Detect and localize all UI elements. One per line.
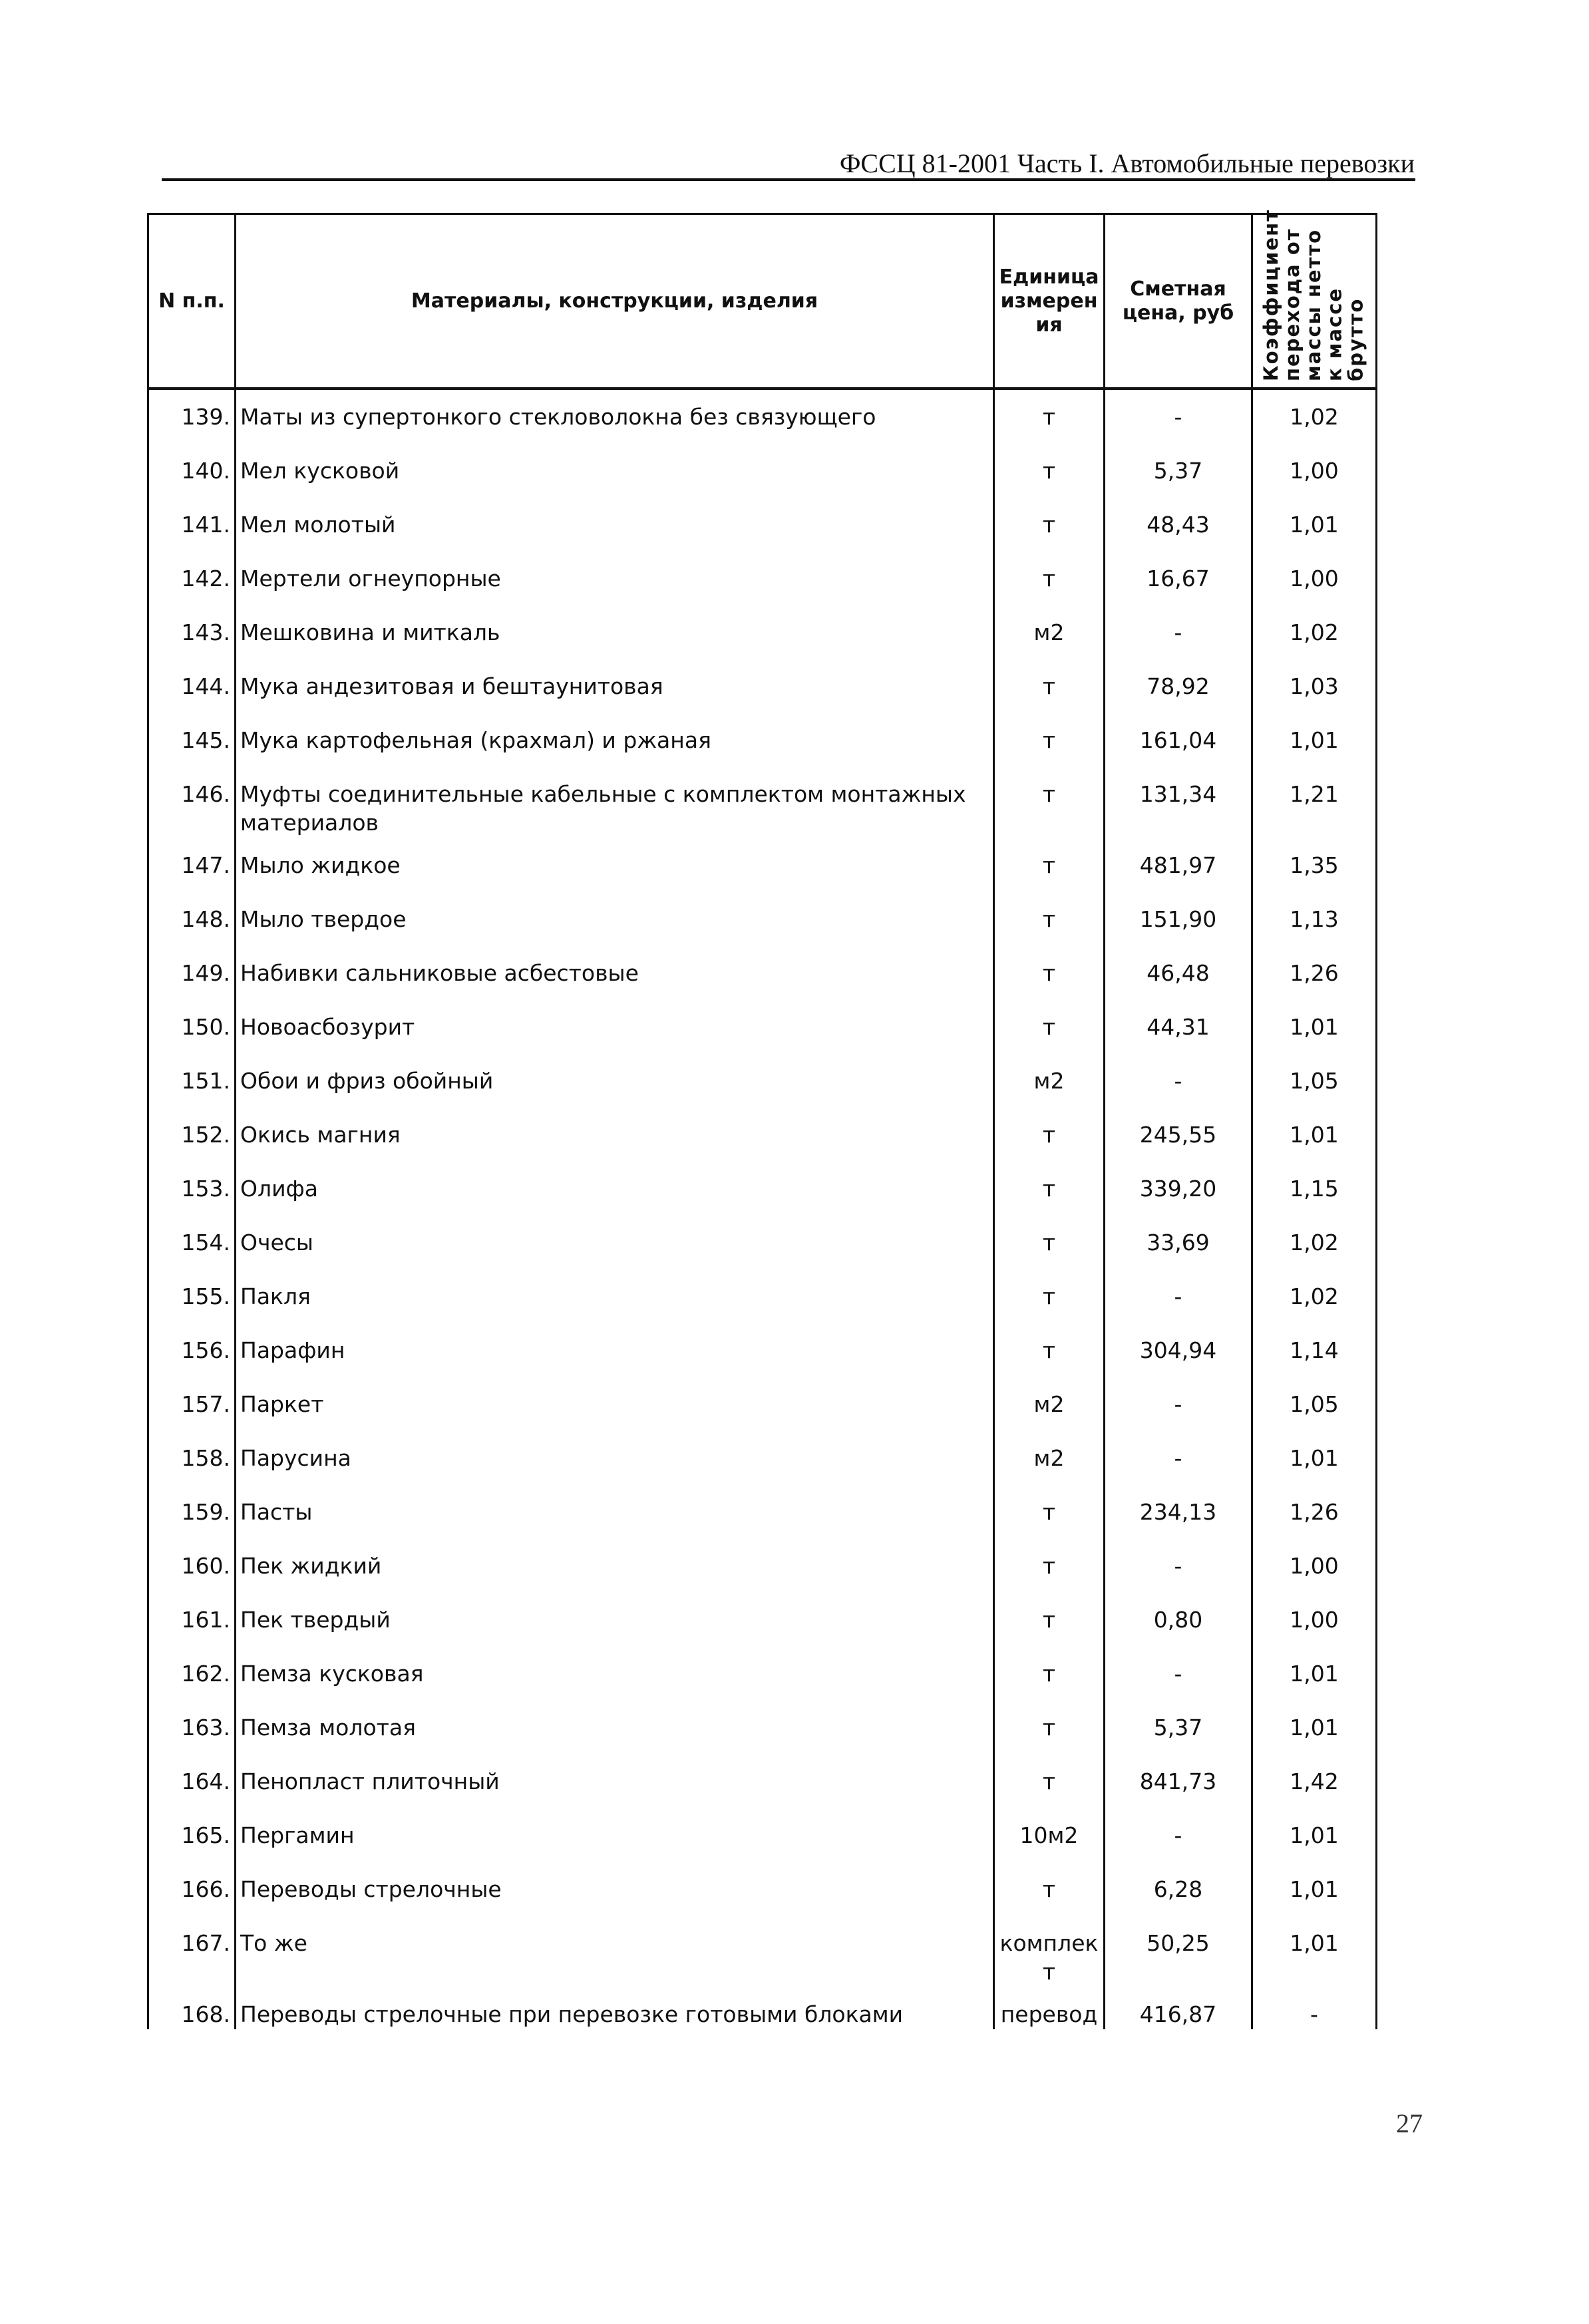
row-price: 0,80 [1105,1593,1252,1647]
row-unit: т [994,713,1105,767]
table-row [148,659,1377,713]
row-price: 16,67 [1105,552,1252,605]
header-name: Материалы, конструкции, изделия [236,214,994,389]
table-row [148,552,1377,605]
row-unit: м2 [994,1377,1105,1431]
row-price: - [1105,1808,1252,1862]
row-name: Пергамин [236,1808,994,1862]
row-name: Пенопласт плиточный [236,1754,994,1808]
row-name: Пемза кусковая [236,1647,994,1701]
table-row [148,1539,1377,1593]
table-row [148,1054,1377,1108]
row-name: Пакля [236,1269,994,1323]
row-coef: 1,26 [1252,946,1377,1000]
row-price: 5,37 [1105,1701,1252,1754]
row-number: 168. [148,1987,236,2030]
row-price: 339,20 [1105,1162,1252,1216]
row-price: - [1105,1431,1252,1485]
row-price: 5,37 [1105,444,1252,498]
row-coef: 1,00 [1252,444,1377,498]
table-row [148,1108,1377,1162]
header-coef-text: Коэффициент перехода от массы нетто к массе брутто [1260,208,1367,381]
row-coef: 1,00 [1252,1539,1377,1593]
row-number: 164. [148,1754,236,1808]
row-price: 151,90 [1105,892,1252,946]
table-row [148,838,1377,892]
row-coef: 1,14 [1252,1323,1377,1377]
table-row [148,1269,1377,1323]
row-coef: 1,02 [1252,605,1377,659]
row-unit: м2 [994,605,1105,659]
row-name: Мертели огнеупорные [236,552,994,605]
row-price: 234,13 [1105,1485,1252,1539]
row-number: 162. [148,1647,236,1701]
row-name: Пек жидкий [236,1539,994,1593]
row-price: 48,43 [1105,498,1252,552]
row-unit: т [994,1485,1105,1539]
row-price: 481,97 [1105,838,1252,892]
table-row [148,1593,1377,1647]
table-row [148,1916,1377,1987]
row-number: 159. [148,1485,236,1539]
row-price: 78,92 [1105,659,1252,713]
row-name: Парафин [236,1323,994,1377]
table-row [148,1485,1377,1539]
row-name: Набивки сальниковые асбестовые [236,946,994,1000]
row-coef: 1,05 [1252,1054,1377,1108]
row-number: 153. [148,1162,236,1216]
row-coef: 1,15 [1252,1162,1377,1216]
row-number: 140. [148,444,236,498]
header-rule [162,178,1415,181]
table-row [148,1377,1377,1431]
row-coef: 1,03 [1252,659,1377,713]
table-row [148,1431,1377,1485]
row-number: 163. [148,1701,236,1754]
row-coef: 1,00 [1252,552,1377,605]
row-name: Очесы [236,1216,994,1269]
table-row [148,605,1377,659]
row-coef: 1,42 [1252,1754,1377,1808]
row-unit: т [994,1701,1105,1754]
row-unit: 10м2 [994,1808,1105,1862]
row-name: Муфты соединительные кабельные с комплектом монтажных материалов [236,767,994,838]
row-price: - [1105,1647,1252,1701]
row-price: 245,55 [1105,1108,1252,1162]
row-number: 142. [148,552,236,605]
table-row [148,767,1377,838]
row-coef: 1,01 [1252,1862,1377,1916]
row-name: Мел кусковой [236,444,994,498]
row-number: 165. [148,1808,236,1862]
row-number: 141. [148,498,236,552]
row-number: 158. [148,1431,236,1485]
row-number: 152. [148,1108,236,1162]
row-name: Мел молотый [236,498,994,552]
row-unit: т [994,946,1105,1000]
row-unit: т [994,1000,1105,1054]
row-coef: 1,02 [1252,1269,1377,1323]
row-coef: 1,01 [1252,1647,1377,1701]
header-unit: Единица измерен ия [994,214,1105,389]
row-coef: 1,01 [1252,1108,1377,1162]
row-unit: т [994,767,1105,838]
row-price: 416,87 [1105,1987,1252,2030]
row-price: 304,94 [1105,1323,1252,1377]
row-coef: 1,01 [1252,1701,1377,1754]
row-unit: т [994,1539,1105,1593]
row-unit: комплек т [994,1916,1105,1987]
row-price: - [1105,1269,1252,1323]
row-coef: 1,01 [1252,713,1377,767]
row-name: Пасты [236,1485,994,1539]
row-unit: т [994,1108,1105,1162]
row-name: То же [236,1916,994,1987]
row-coef: 1,01 [1252,498,1377,552]
table-row [148,1647,1377,1701]
table-row [148,1862,1377,1916]
table-row [148,892,1377,946]
row-coef: 1,01 [1252,1000,1377,1054]
table-row [148,1323,1377,1377]
row-coef: - [1252,1987,1377,2030]
row-number: 167. [148,1916,236,1987]
row-price: - [1105,1054,1252,1108]
row-name: Окись магния [236,1108,994,1162]
row-price: 161,04 [1105,713,1252,767]
row-unit: т [994,1162,1105,1216]
row-price: 44,31 [1105,1000,1252,1054]
row-number: 145. [148,713,236,767]
row-number: 160. [148,1539,236,1593]
table-row [148,498,1377,552]
row-name: Новоасбозурит [236,1000,994,1054]
table-row [148,946,1377,1000]
row-name: Переводы стрелочные при перевозке готовыми блоками [236,1987,994,2030]
row-name: Мука картофельная (крахмал) и ржаная [236,713,994,767]
row-unit: т [994,659,1105,713]
row-coef: 1,01 [1252,1916,1377,1987]
row-unit: м2 [994,1054,1105,1108]
row-number: 156. [148,1323,236,1377]
table-row [148,713,1377,767]
row-unit: перевод [994,1987,1105,2030]
row-unit: м2 [994,1431,1105,1485]
table-row [148,389,1377,444]
table-row [148,1000,1377,1054]
row-number: 144. [148,659,236,713]
row-number: 139. [148,389,236,444]
row-price: 131,34 [1105,767,1252,838]
row-price: - [1105,389,1252,444]
table-row [148,1987,1377,2030]
row-price: - [1105,1539,1252,1593]
row-coef: 1,02 [1252,389,1377,444]
row-name: Парусина [236,1431,994,1485]
row-name: Мыло жидкое [236,838,994,892]
row-unit: т [994,892,1105,946]
row-number: 149. [148,946,236,1000]
row-unit: т [994,444,1105,498]
row-name: Мешковина и миткаль [236,605,994,659]
table-row [148,444,1377,498]
row-unit: т [994,389,1105,444]
row-coef: 1,00 [1252,1593,1377,1647]
row-unit: т [994,1216,1105,1269]
row-number: 143. [148,605,236,659]
row-price: 841,73 [1105,1754,1252,1808]
row-name: Маты из супертонкого стекловолокна без связующего [236,389,994,444]
table-row [148,1754,1377,1808]
row-number: 151. [148,1054,236,1108]
row-name: Мука андезитовая и бештаунитовая [236,659,994,713]
table-row [148,1162,1377,1216]
row-coef: 1,21 [1252,767,1377,838]
row-price: 6,28 [1105,1862,1252,1916]
page-number: 27 [1396,2108,1423,2138]
row-coef: 1,01 [1252,1431,1377,1485]
row-number: 161. [148,1593,236,1647]
row-number: 155. [148,1269,236,1323]
row-name: Олифа [236,1162,994,1216]
row-price: - [1105,605,1252,659]
row-name: Пек твердый [236,1593,994,1647]
row-coef: 1,01 [1252,1808,1377,1862]
row-unit: т [994,552,1105,605]
row-number: 147. [148,838,236,892]
row-unit: т [994,1323,1105,1377]
row-name: Переводы стрелочные [236,1862,994,1916]
header-price: Сметная цена, руб [1105,214,1252,389]
row-number: 166. [148,1862,236,1916]
row-unit: т [994,1269,1105,1323]
row-unit: т [994,498,1105,552]
row-price: 33,69 [1105,1216,1252,1269]
materials-table [147,208,1377,2029]
row-number: 146. [148,767,236,838]
row-unit: т [994,1862,1105,1916]
row-coef: 1,02 [1252,1216,1377,1269]
header-num: N п.п. [148,214,236,389]
running-head: ФССЦ 81-2001 Часть I. Автомобильные перевозки [839,148,1415,178]
row-name: Обои и фриз обойный [236,1054,994,1108]
row-number: 154. [148,1216,236,1269]
table-row [148,1216,1377,1269]
table-row [148,1808,1377,1862]
row-price: 50,25 [1105,1916,1252,1987]
table-header-row [148,214,1377,389]
row-number: 157. [148,1377,236,1431]
row-name: Пемза молотая [236,1701,994,1754]
row-coef: 1,26 [1252,1485,1377,1539]
row-unit: т [994,1647,1105,1701]
row-price: 46,48 [1105,946,1252,1000]
row-number: 150. [148,1000,236,1054]
row-price: - [1105,1377,1252,1431]
row-coef: 1,05 [1252,1377,1377,1431]
table-row [148,1701,1377,1754]
row-coef: 1,13 [1252,892,1377,946]
row-unit: т [994,1754,1105,1808]
row-unit: т [994,838,1105,892]
row-name: Мыло твердое [236,892,994,946]
row-coef: 1,35 [1252,838,1377,892]
row-unit: т [994,1593,1105,1647]
row-number: 148. [148,892,236,946]
header-coef [1252,208,1377,389]
row-name: Паркет [236,1377,994,1431]
